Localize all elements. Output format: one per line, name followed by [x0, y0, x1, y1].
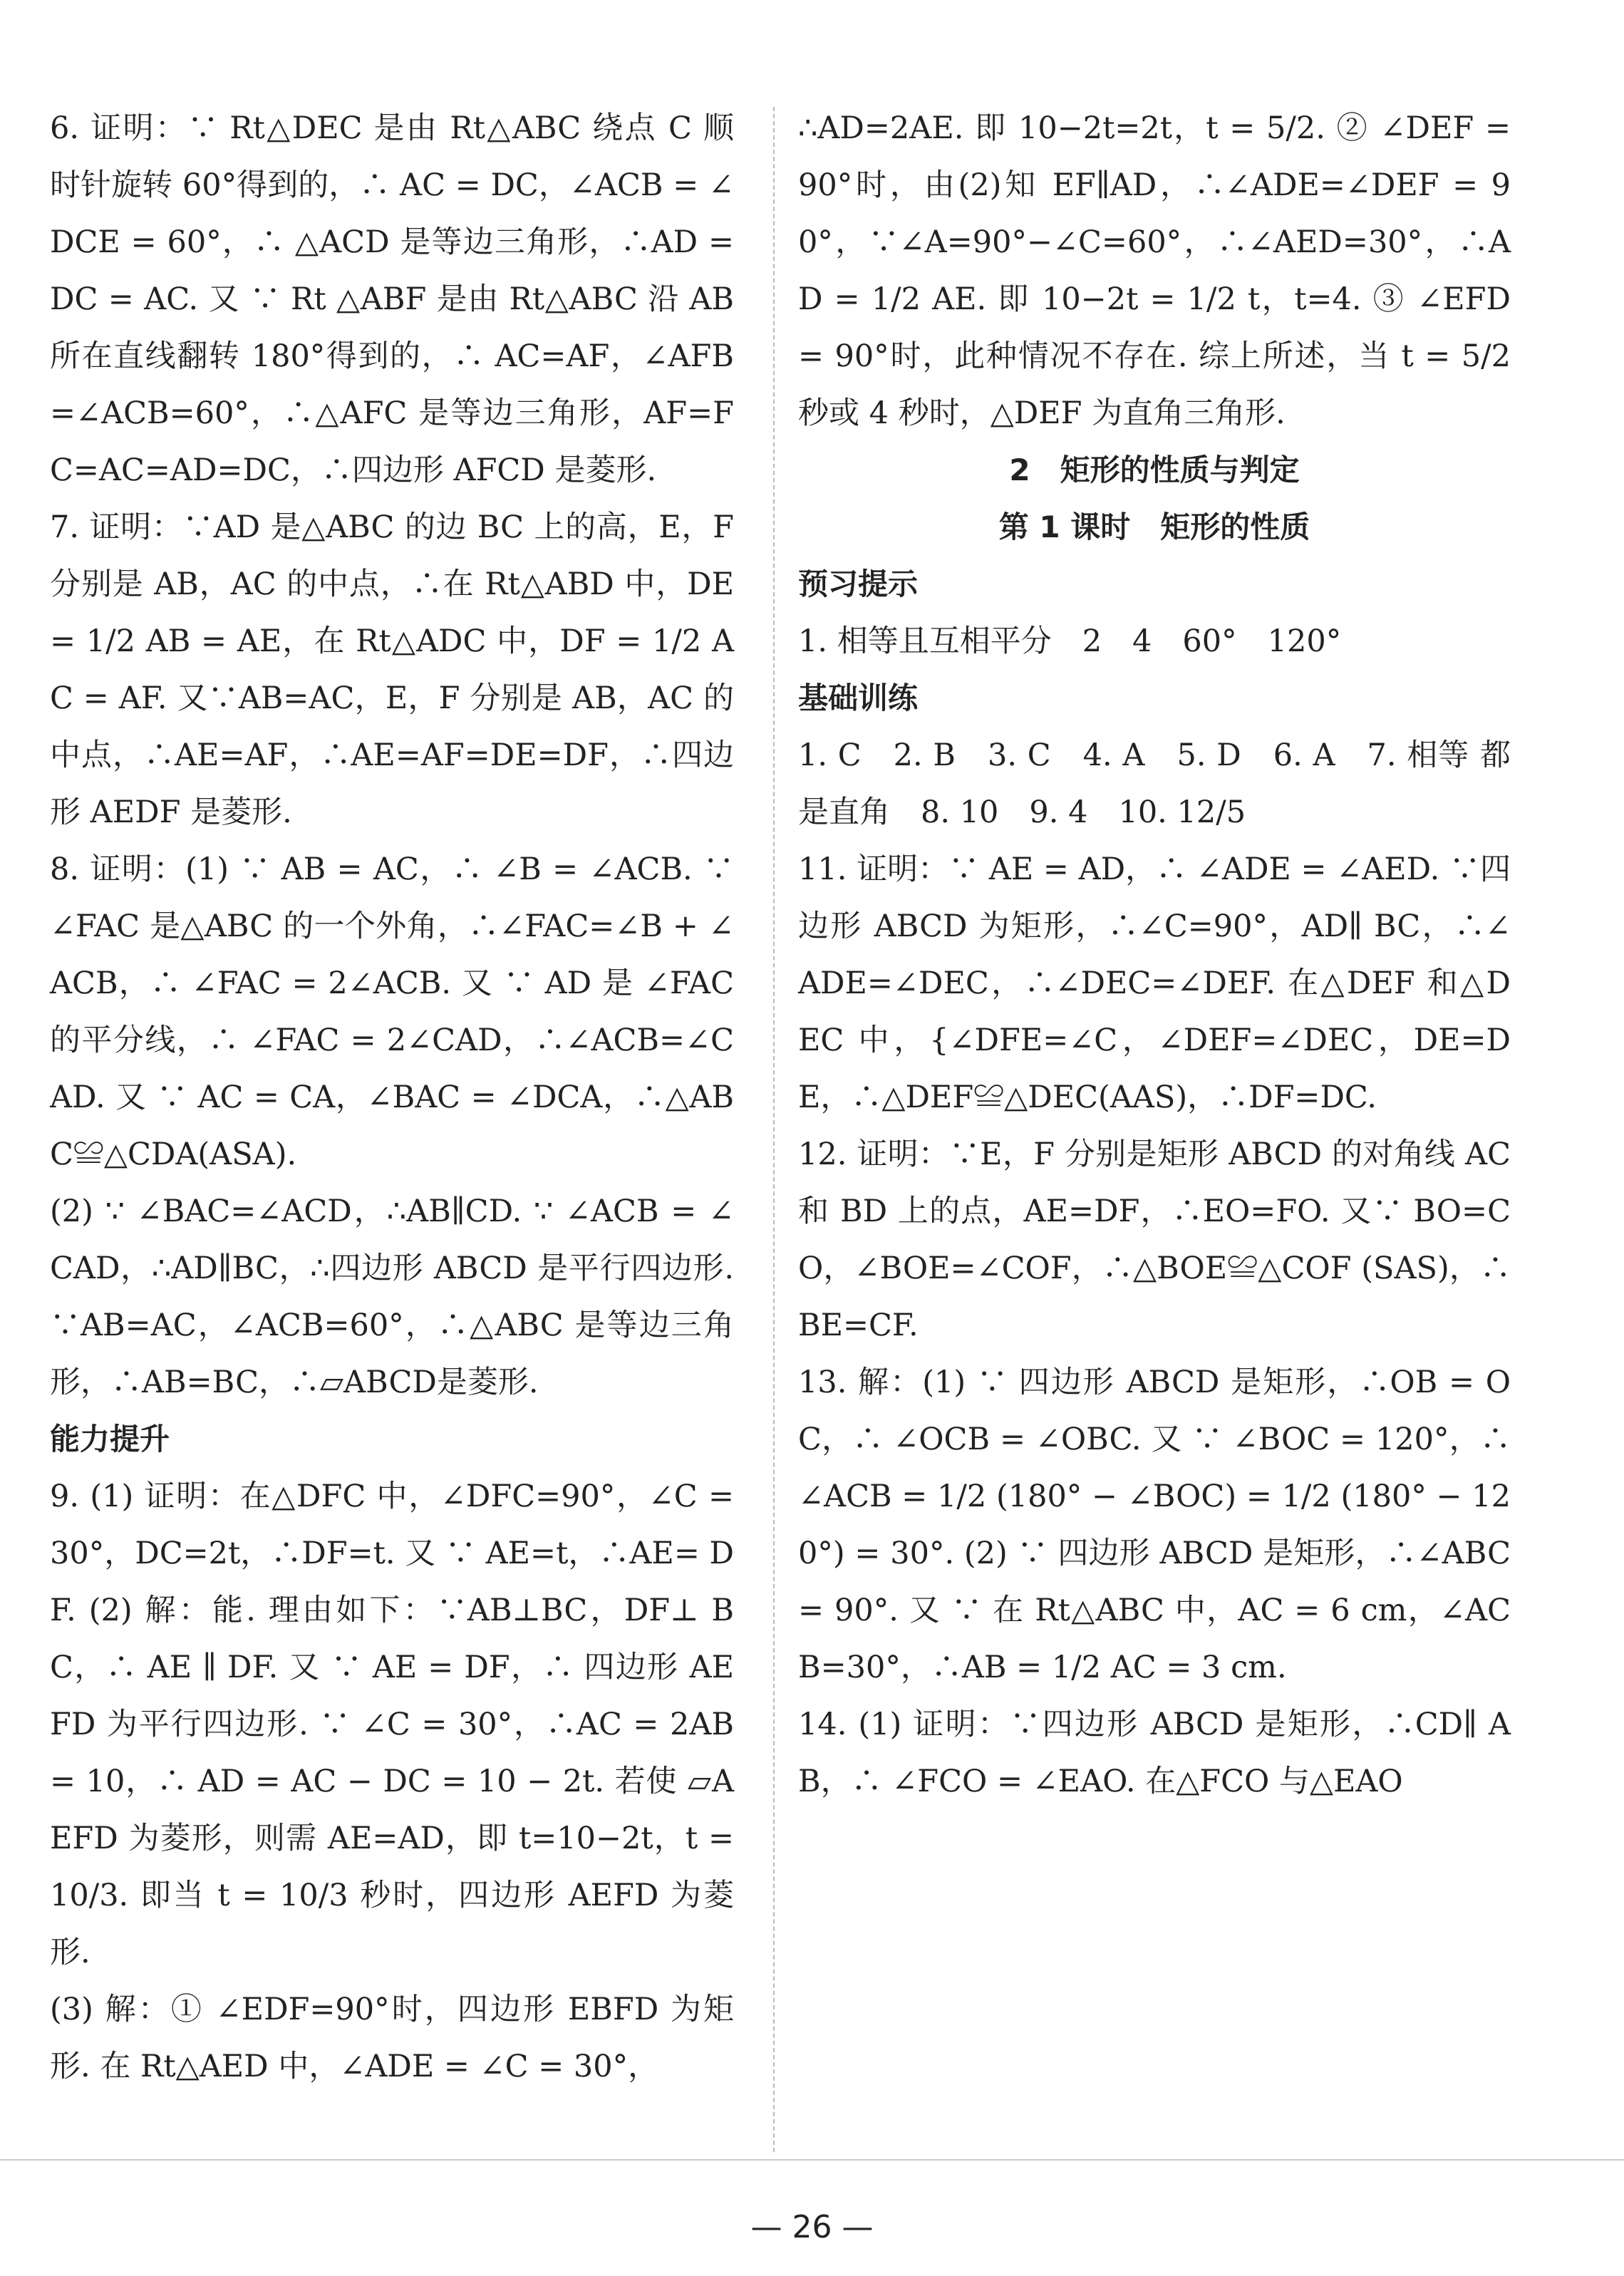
answer-8-part2: (2) ∵ ∠BAC=∠ACD，∴AB∥CD. ∵ ∠ACB = ∠CAD，∴AD∥BC，∴四边形 ABCD 是平行四边形. ∵AB=AC，∠ACB=60°，∴△ABC 是等边三角形，∴AB=BC，∴▱ABCD是菱形. [50, 1194, 734, 1400]
footer-divider [0, 2159, 1624, 2161]
heading-ability: 能力提升 [50, 1422, 170, 1457]
answer-6: 6. 证明：∵ Rt△DEC 是由 Rt△ABC 绕点 C 顺时针旋转 60°得到的，∴ AC = DC，∠ACB = ∠DCE = 60°，∴ △ACD 是等边三角形，∴AD = DC = AC. 又 ∵ Rt △ABF 是由 Rt△ABC 沿 AB 所在直线翻转 180°得到的，∴ AC=AF，∠AFB=∠ACB=60°，∴△AFC 是等边三角形，AF=FC=AC=AD=DC，∴四边形 AFCD 是菱形. [50, 110, 734, 488]
column-divider [773, 107, 776, 2152]
preview-answers: 1. 相等且互相平分 2 4 60° 120° [798, 624, 1342, 659]
section-title: 2 矩形的性质与判定 [1009, 452, 1300, 487]
answer-9-continued: ∴AD=2AE. 即 10−2t=2t，t = 5/2. ② ∠DEF = 90°时，由(2)知 EF∥AD，∴∠ADE=∠DEF = 90°，∵∠A=90°−∠C=60°，∴∠AED=30°，∴AD = 1/2 AE. 即 10−2t = 1/2 t，t=4. ③ ∠EFD = 90°时，此种情况不存在. 综上所述，当 t = 5/2 秒或 4 秒时，△DEF 为直角三角形. [798, 110, 1511, 431]
right-column [798, 100, 1511, 1810]
answer-13: 13. 解：(1) ∵ 四边形 ABCD 是矩形，∴OB = OC，∴ ∠OCB = ∠OBC. 又 ∵ ∠BOC = 120°，∴∠ACB = 1/2 (180° − ∠BOC) = 1/2 (180° − 120°) = 30°. (2) ∵ 四边形 ABCD 是矩形，∴∠ABC = 90°. 又 ∵ 在 Rt△ABC 中，AC = 6 cm，∠ACB=30°，∴AB = 1/2 AC = 3 cm. [798, 1365, 1511, 1685]
answer-9-part3: (3) 解：① ∠EDF=90°时，四边形 EBFD 为矩形. 在 Rt△AED 中，∠ADE = ∠C = 30°， [50, 1992, 734, 2084]
basic-answers: 1. C 2. B 3. C 4. A 5. D 6. A 7. 相等 都是直角 8. 10 9. 4 10. 12/5 [798, 738, 1511, 830]
heading-basic: 基础训练 [798, 681, 919, 715]
heading-preview: 预习提示 [798, 567, 919, 601]
page-number: — 26 — [750, 2209, 874, 2245]
answer-7: 7. 证明：∵AD 是△ABC 的边 BC 上的高，E，F 分别是 AB，AC 的中点，∴在 Rt△ABD 中，DE = 1/2 AB = AE，在 Rt△ADC 中，DF = 1/2 AC = AF. 又∵AB=AC，E，F 分别是 AB，AC 的中点，∴AE=AF，∴AE=AF=DE=DF，∴四边形 AEDF 是菱形. [50, 509, 734, 830]
answer-14: 14. (1) 证明：∵四边形 ABCD 是矩形，∴CD∥ AB，∴ ∠FCO = ∠EAO. 在△FCO 与△EAO [798, 1707, 1511, 1799]
answer-12: 12. 证明：∵E，F 分别是矩形 ABCD 的对角线 AC 和 BD 上的点，AE=DF，∴EO=FO. 又∵ BO=CO，∠BOE=∠COF，∴△BOE≌△COF (SAS)，∴BE=CF. [798, 1137, 1511, 1343]
answer-11: 11. 证明：∵ AE = AD，∴ ∠ADE = ∠AED. ∵四边形 ABCD 为矩形，∴∠C=90°，AD∥ BC，∴∠ADE=∠DEC，∴∠DEC=∠DEF. 在△DEF 和△DEC 中，{∠DFE=∠C，∠DEF=∠DEC，DE=DE，∴△DEF≌△DEC(AAS)，∴DF=DC. [798, 852, 1511, 1115]
left-column [50, 100, 734, 2095]
lesson-title: 第 1 课时 矩形的性质 [998, 509, 1310, 544]
answer-8-part1: 8. 证明：(1) ∵ AB = AC，∴ ∠B = ∠ACB. ∵ ∠FAC 是△ABC 的一个外角，∴∠FAC=∠B + ∠ACB，∴ ∠FAC = 2∠ACB. 又 ∵ AD 是 ∠FAC 的平分线，∴ ∠FAC = 2∠CAD，∴∠ACB=∠CAD. 又 ∵ AC = CA，∠BAC = ∠DCA，∴△ABC≌△CDA(ASA). [50, 852, 734, 1172]
answer-9: 9. (1) 证明：在△DFC 中，∠DFC=90°，∠C = 30°，DC=2t，∴DF=t. 又 ∵ AE=t，∴AE= DF. (2) 解：能. 理由如下：∵AB⊥BC，DF⊥ BC，∴ AE ∥ DF. 又 ∵ AE = DF，∴ 四边形 AEFD 为平行四边形. ∵ ∠C = 30°，∴AC = 2AB = 10，∴ AD = AC − DC = 10 − 2t. 若使 ▱AEFD 为菱形，则需 AE=AD，即 t=10−2t，t = 10/3. 即当 t = 10/3 秒时，四边形 AEFD 为菱形. [50, 1479, 734, 1970]
